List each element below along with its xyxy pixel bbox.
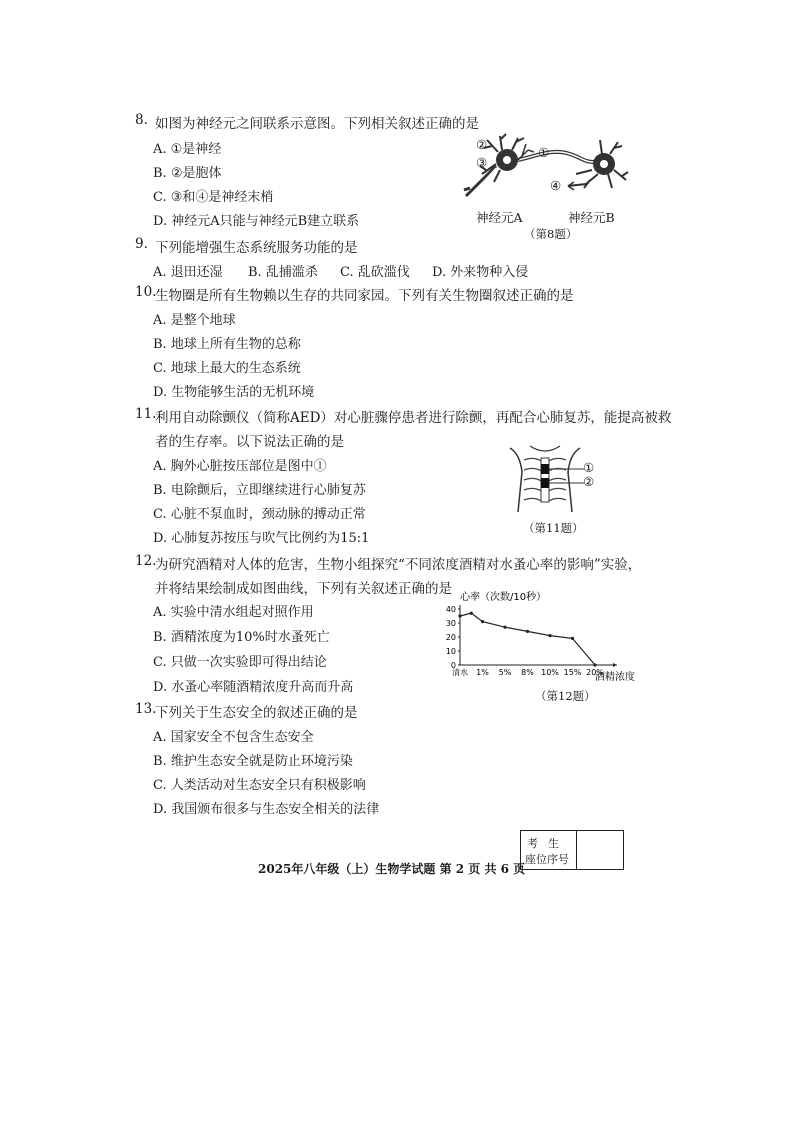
neuron-label-3: ③ — [476, 155, 488, 170]
q13-option-a: A. 国家安全不包含生态安全 — [153, 730, 314, 745]
chart-x-tick-label: 清水 — [452, 668, 468, 677]
q12-stem-line2: 并将结果绘制成如图曲线，下列有关叙述正确的是 — [155, 581, 452, 597]
chart-xlabel: 酒精浓度 — [595, 672, 635, 683]
q11-option-d: D. 心肺复苏按压与吹气比例约为15:1 — [153, 531, 370, 546]
figure-11-caption: （第11题） — [523, 521, 584, 535]
q9-stem: 下列能增强生态系统服务功能的是 — [155, 240, 358, 256]
chart-y-tick-label: 40 — [445, 605, 456, 614]
chart-x-tick-label: 15% — [563, 668, 582, 677]
chart-ylabel: 心率（次数/10秒） — [460, 592, 547, 603]
q11-option-a: A. 胸外心脏按压部位是图中① — [153, 459, 327, 474]
q8-option-a: A. ①是神经 — [153, 142, 222, 157]
q13-option-d: D. 我国颁布很多与生态安全相关的法律 — [153, 802, 380, 817]
q12-option-d: D. 水蚤心率随酒精浓度升高而升高 — [153, 680, 354, 695]
chart-x-tick-label: 5% — [498, 668, 512, 677]
chart-y-tick-label: 0 — [450, 661, 456, 670]
chart-point — [571, 637, 574, 640]
neuron-diagram — [462, 130, 632, 210]
q11-stem-line2: 者的生存率。以下说法正确的是 — [155, 434, 344, 450]
chart-y-tick-label: 30 — [445, 619, 456, 628]
heart-rate-chart — [440, 586, 640, 686]
q10-stem: 生物圈是所有生物赖以生存的共同家园。下列有关生物圈叙述正确的是 — [155, 288, 574, 304]
figure-12-caption: （第12题） — [535, 689, 596, 703]
page-footer: 2025年八年级（上）生物学试题 第 2 页 共 6 页 — [258, 862, 526, 876]
neuron-label-4: ④ — [550, 178, 562, 193]
q8-option-d: D. 神经元A只能与神经元B建立联系 — [153, 214, 360, 229]
chart-point — [593, 663, 596, 666]
q13-option-c: C. 人类活动对生态安全只有积极影响 — [153, 778, 366, 793]
chart-y-tick-label: 10 — [445, 647, 456, 656]
chart-point — [470, 612, 473, 615]
q13-stem: 下列关于生态安全的叙述正确的是 — [155, 705, 358, 721]
q11-option-c: C. 心脏不泵血时，颈动脉的搏动正常 — [153, 507, 366, 522]
chart-point — [548, 634, 551, 637]
q8-stem: 如图为神经元之间联系示意图。下列相关叙述正确的是 — [155, 116, 479, 132]
q11-option-b: B. 电除颤后，立即继续进行心肺复苏 — [153, 483, 366, 498]
q12-option-b: B. 酒精浓度为10%时水蚤死亡 — [153, 630, 330, 645]
neuron-b-label: 神经元B — [568, 210, 615, 225]
chart-x-tick-label: 20% — [586, 668, 604, 677]
neuron-a-label: 神经元A — [476, 210, 523, 225]
seat-number-box — [520, 830, 624, 870]
q12-number: 12. — [135, 553, 157, 569]
seat-label-line1: 考生 — [527, 837, 569, 850]
q9-option-a: A. 退田还湿 — [153, 265, 223, 280]
seat-label-cell — [521, 831, 577, 869]
q8-number: 8. — [135, 112, 148, 128]
chart-point — [458, 614, 461, 617]
neuron-label-1: ① — [538, 145, 550, 160]
q10-option-a: A. 是整个地球 — [153, 313, 236, 328]
q11-stem-line1: 利用自动除颤仪（简称AED）对心脏骤停患者进行除颤，再配合心肺复苏，能提高被救 — [155, 410, 672, 426]
q12-stem-line1: 为研究酒精对人体的危害，生物小组探究“不同浓度酒精对水蚤心率的影响”实验， — [155, 557, 642, 573]
seat-label-line2: 座位序号 — [525, 853, 569, 866]
figure-8-caption: （第8题） — [524, 227, 578, 241]
chart-series-line — [460, 613, 595, 665]
q9-number: 9. — [135, 236, 148, 252]
q13-option-b: B. 维护生态安全就是防止环境污染 — [153, 754, 353, 769]
chart-point — [503, 626, 506, 629]
q13-number: 13. — [135, 701, 157, 717]
q10-number: 10. — [135, 284, 157, 300]
q10-option-b: B. 地球上所有生物的总称 — [153, 337, 301, 352]
q12-option-a: A. 实验中清水组起对照作用 — [153, 605, 314, 620]
q10-option-c: C. 地球上最大的生态系统 — [153, 361, 301, 376]
q8-option-c: C. ③和④是神经末梢 — [153, 190, 274, 205]
chart-point — [526, 630, 529, 633]
chest-label-1: ① — [583, 460, 595, 475]
q11-number: 11. — [135, 406, 157, 422]
q10-option-d: D. 生物能够生活的无机环境 — [153, 385, 315, 400]
chart-x-tick-label: 8% — [521, 668, 534, 677]
chest-label-2: ② — [583, 474, 595, 489]
neuron-label-2: ② — [476, 137, 488, 152]
chart-y-tick-label: 20 — [445, 633, 456, 642]
chart-x-tick-label: 1% — [476, 668, 489, 677]
q9-option-b: B. 乱捕滥杀 — [248, 265, 318, 280]
q12-option-c: C. 只做一次实验即可得出结论 — [153, 655, 327, 670]
chart-x-tick-label: 10% — [541, 668, 559, 677]
q8-option-b: B. ②是胞体 — [153, 166, 222, 181]
q9-option-d: D. 外来物种入侵 — [432, 265, 529, 280]
q9-option-c: C. 乱砍滥伐 — [340, 265, 410, 280]
chart-point — [481, 620, 484, 623]
chart-x-arrow — [613, 663, 617, 667]
